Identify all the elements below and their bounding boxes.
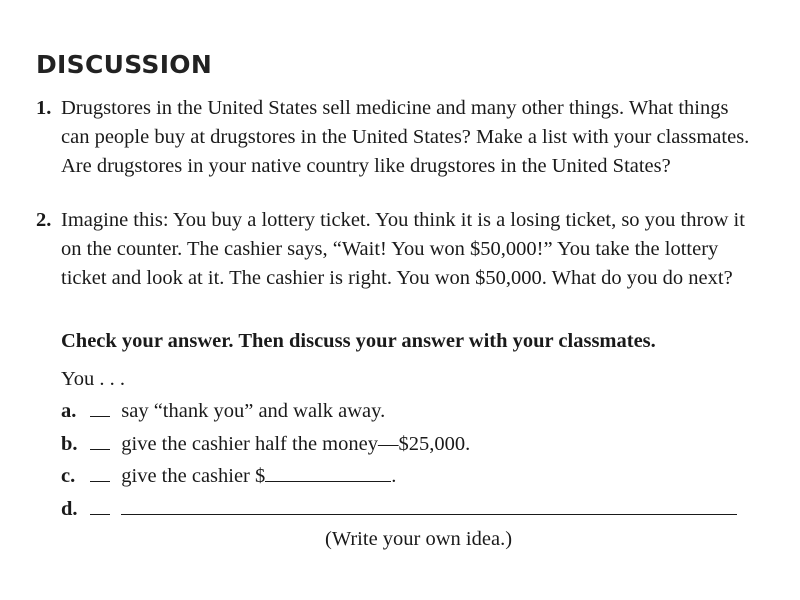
answer-option-a: [61, 400, 385, 423]
check-blank[interactable]: [90, 498, 110, 515]
question-number: 1.: [36, 97, 52, 119]
instruction-text: Check your answer. Then discuss your answer with your classmates.: [61, 330, 656, 352]
question-number: 2.: [36, 209, 52, 231]
discussion-question-2: [36, 206, 756, 293]
check-blank[interactable]: [90, 465, 110, 482]
option-text-end: .: [391, 465, 397, 487]
amount-blank[interactable]: [265, 465, 391, 482]
question-text: Drugstores in the United States sell medicine and many other things. What things can people buy at drugstores in the United States? Make a list with your classmates. Are drugstores in your native country like drugstores in the United States?: [61, 97, 750, 177]
option-text: give the cashier half the money—$25,000.: [121, 433, 471, 455]
option-letter: a.: [61, 400, 77, 422]
check-blank[interactable]: [90, 433, 110, 450]
discussion-question-1: [36, 94, 756, 181]
write-own-idea-note: (Write your own idea.): [325, 528, 513, 550]
option-text: give the cashier $: [121, 465, 266, 487]
option-text: say “thank you” and walk away.: [121, 400, 386, 422]
option-letter: c.: [61, 465, 76, 487]
check-blank[interactable]: [90, 400, 110, 417]
question-text: Imagine this: You buy a lottery ticket. You think it is a losing ticket, so you throw it on the counter. The cashier says, “Wait! You won $50,000!” You take the lottery ticket and look at it. The cashier is right. You won $50,000. What do you do next?: [61, 209, 745, 289]
option-letter: b.: [61, 433, 78, 455]
answer-option-d: [61, 498, 737, 521]
option-letter: d.: [61, 498, 78, 520]
own-idea-blank[interactable]: [121, 498, 737, 515]
section-heading: DISCUSSION: [36, 50, 213, 79]
answer-option-b: [61, 433, 470, 456]
answer-option-c: [61, 465, 396, 488]
answer-lead: You . . .: [61, 368, 126, 390]
